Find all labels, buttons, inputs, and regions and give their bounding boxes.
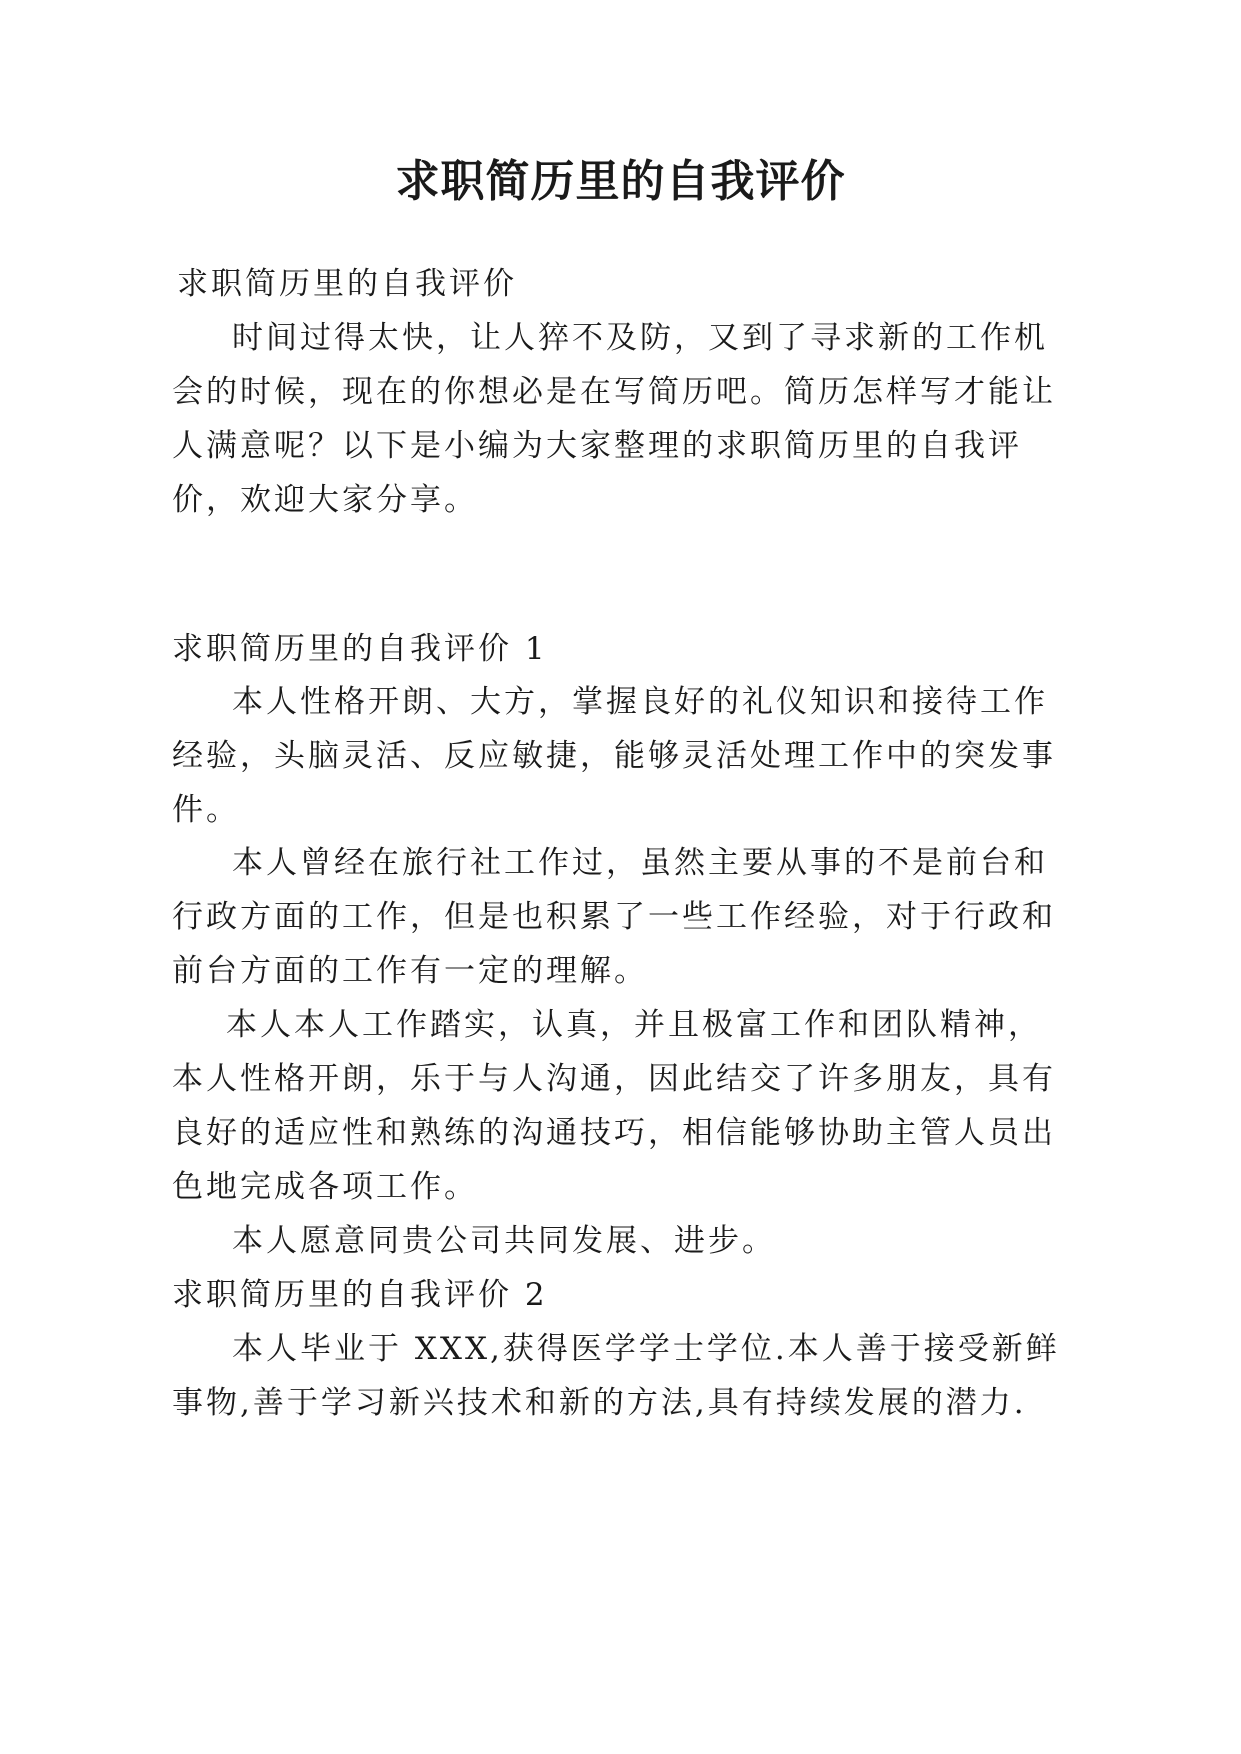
section1-line: 经验，头脑灵活、反应敏捷，能够灵活处理工作中的突发事 — [172, 738, 1056, 774]
section1-line: 本人性格开朗，乐于与人沟通，因此结交了许多朋友，具有 — [172, 1061, 1056, 1097]
section1-line: 良好的适应性和熟练的沟通技巧，相信能够协助主管人员出 — [172, 1115, 1056, 1151]
section1-line: 前台方面的工作有一定的理解。 — [172, 953, 648, 989]
section1-line: 色地完成各项工作。 — [172, 1169, 478, 1205]
subtitle-line: 求职简历里的自我评价 — [177, 266, 517, 302]
intro-line: 价，欢迎大家分享。 — [172, 482, 478, 518]
section1-line: 件。 — [172, 792, 240, 828]
section2-line: 本人毕业于 XXX,获得医学学士学位.本人善于接受新鲜 — [232, 1331, 1060, 1367]
section1-line: 本人曾经在旅行社工作过，虽然主要从事的不是前台和 — [232, 845, 1048, 881]
section-heading-2: 求职简历里的自我评价 2 — [172, 1277, 548, 1313]
document-title: 求职简历里的自我评价 — [395, 156, 846, 207]
section2-line: 事物,善于学习新兴技术和新的方法,具有持续发展的潜力. — [172, 1385, 1027, 1421]
section1-line: 本人愿意同贵公司共同发展、进步。 — [232, 1223, 776, 1259]
intro-line: 会的时候，现在的你想必是在写简历吧。简历怎样写才能让 — [172, 374, 1056, 410]
section1-line: 本人性格开朗、大方，掌握良好的礼仪知识和接待工作 — [232, 684, 1048, 720]
section-heading-1: 求职简历里的自我评价 1 — [172, 631, 548, 667]
section1-line: 行政方面的工作，但是也积累了一些工作经验，对于行政和 — [172, 899, 1056, 935]
intro-line: 人满意呢？以下是小编为大家整理的求职简历里的自我评 — [172, 428, 1022, 464]
section1-line: 本人本人工作踏实，认真，并且极富工作和团队精神， — [226, 1007, 1042, 1043]
intro-line: 时间过得太快，让人猝不及防，又到了寻求新的工作机 — [232, 320, 1048, 356]
